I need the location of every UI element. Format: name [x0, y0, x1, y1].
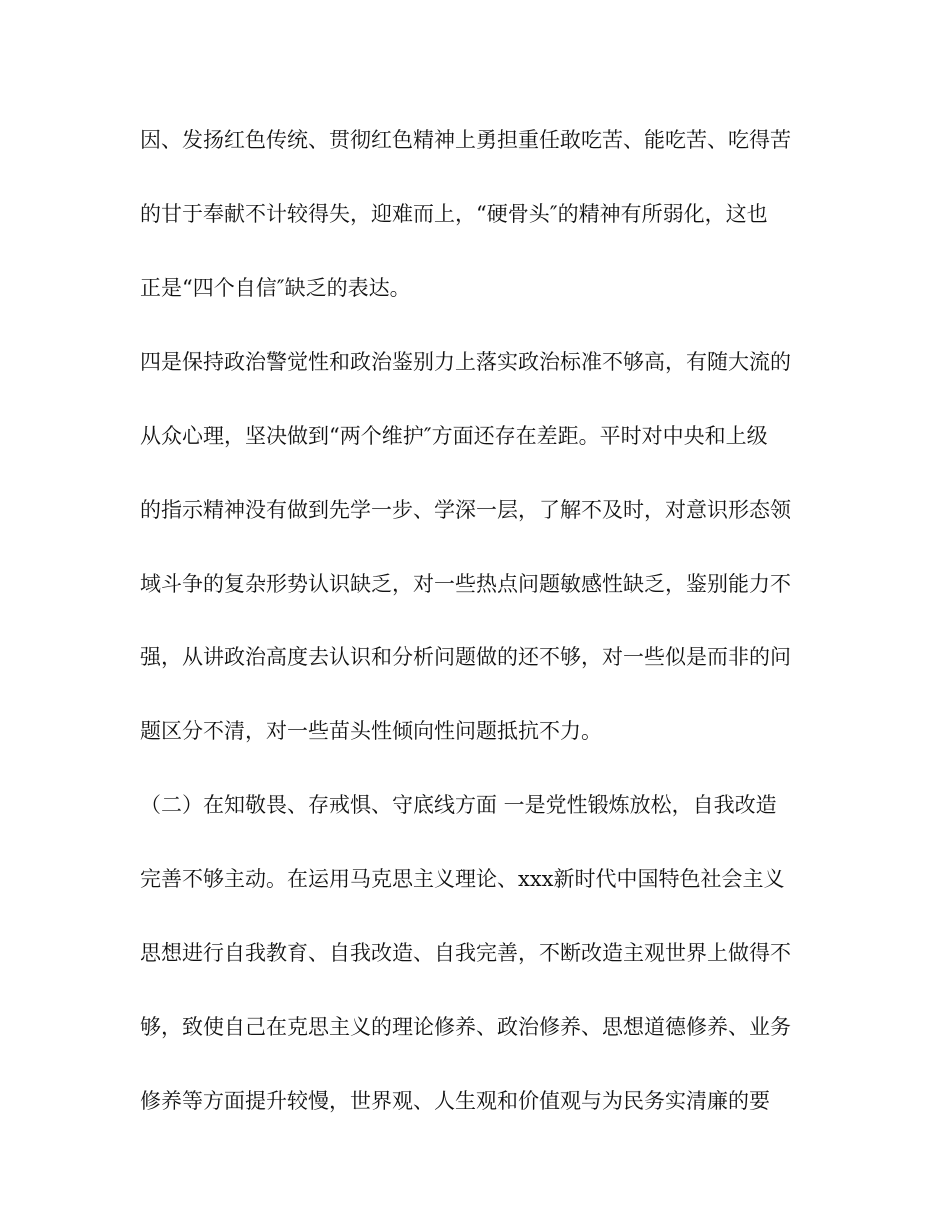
- text-line: 题区分不清，对一些苗头性倾向性问题抵抗不力。: [140, 719, 602, 743]
- text-line: 的指示精神没有做到先学一步、学深一层，了解不及时，对意识形态领: [140, 498, 791, 522]
- text-line: 够，致使自己在克思主义的理论修养、政治修养、思想道德修养、业务: [140, 1015, 791, 1039]
- text-line: 从众心理，坚决做到“两个维护″方面还存在差距。平时对中央和上级: [140, 424, 768, 448]
- text-line: 的甘于奉献不计较得失，迎难而上，“硬骨头″的精神有所弱化，这也: [140, 202, 768, 226]
- text-line: 强，从讲政治高度去认识和分析问题做的还不够，对一些似是而非的问: [140, 645, 791, 669]
- text-line: 修养等方面提升较慢，世界观、人生观和价值观与为民务实清廉的要: [140, 1089, 770, 1113]
- text-line: 完善不够主动。在运用马克思主义理论、xxx新时代中国特色社会主义: [140, 867, 785, 891]
- text-line: 正是“四个自信″缺乏的表达。: [140, 276, 411, 300]
- text-line: （二）在知敬畏、存戒惧、守底线方面 一是党性锻炼放松，自我改造: [140, 793, 777, 817]
- text-line: 因、发扬红色传统、贯彻红色精神上勇担重任敢吃苦、能吃苦、吃得苦: [140, 128, 791, 152]
- text-line: 域斗争的复杂形势认识缺乏，对一些热点问题敏感性缺乏，鉴别能力不: [140, 572, 791, 596]
- text-line: 四是保持政治警觉性和政治鉴别力上落实政治标准不够高，有随大流的: [140, 350, 791, 374]
- text-line: 思想进行自我教育、自我改造、自我完善，不断改造主观世界上做得不: [140, 941, 791, 965]
